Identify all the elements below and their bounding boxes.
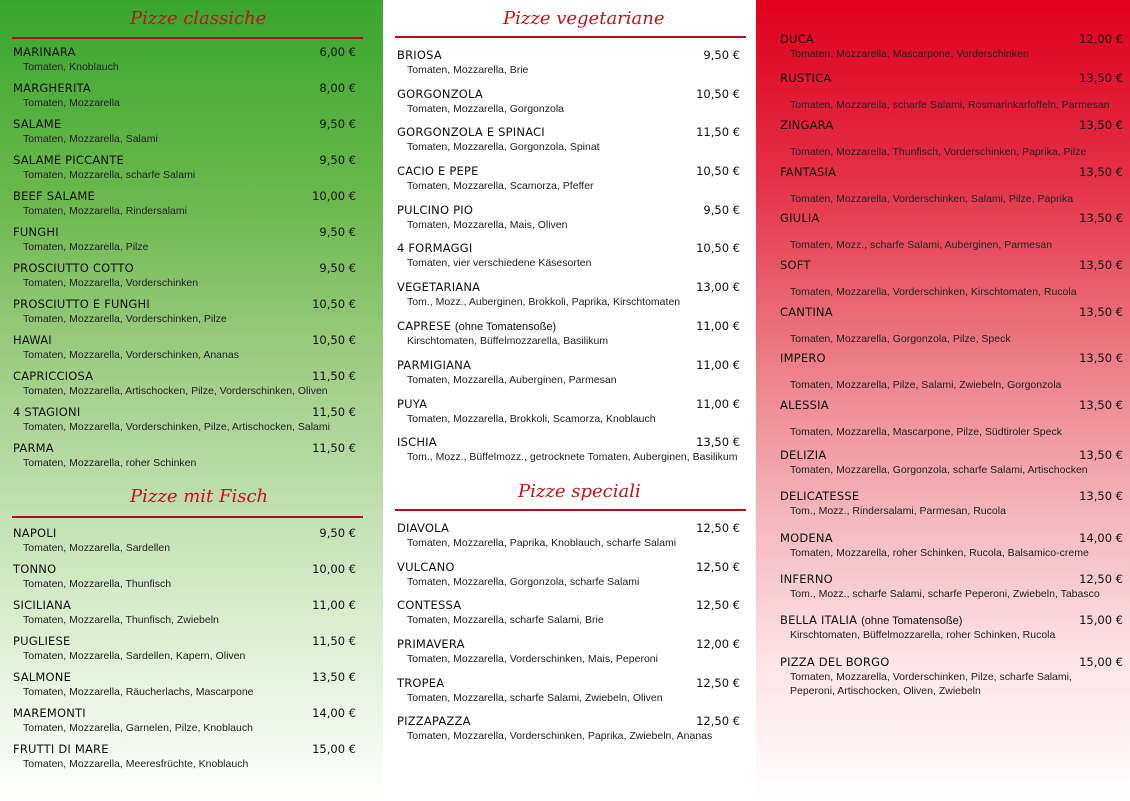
item-description: Tomaten, Knoblauch: [23, 61, 119, 73]
item-price: 13,50 €: [696, 435, 740, 449]
item-price: 10,50 €: [312, 333, 356, 347]
menu-item: [397, 676, 740, 706]
item-name: [780, 398, 829, 412]
item-description: Tomaten, Mozzarella, scharfe Salami, Zwiebeln, Oliven: [407, 692, 663, 704]
item-price: 9,50 €: [319, 153, 356, 167]
item-description: Tomaten, Mozzarella, Mais, Oliven: [407, 219, 568, 231]
item-name-text: PUGLIESE: [13, 634, 71, 648]
menu-item: [13, 153, 356, 183]
item-name: [780, 211, 820, 225]
item-price: 13,50 €: [1079, 211, 1123, 225]
item-description: Tomaten, Mozzarella, Thunfisch, Vorderschinken, Paprika, Pilze: [790, 146, 1087, 158]
item-name-text: DELICATESSE: [780, 489, 860, 503]
item-description: Tomaten, Mozzarella, scharfe Salami, Brie: [407, 614, 604, 626]
item-name-text: SALMONE: [13, 670, 72, 684]
menu-item: [780, 655, 1123, 697]
item-description: Tomaten, Mozzarella, Thunfisch: [23, 578, 172, 590]
item-description: Tom., Mozz., scharfe Salami, scharfe Peperoni, Zwiebeln, Tabasco: [790, 588, 1100, 600]
item-name: [13, 598, 71, 612]
item-name: [780, 448, 826, 462]
item-description: Tomaten, Mozzarella, Sardellen, Kapern, Oliven: [23, 650, 246, 662]
item-name: [397, 203, 473, 217]
item-name: [13, 706, 86, 720]
item-description: Tomaten, Mozzarella, Vorderschinken, Ananas: [23, 349, 239, 361]
menu-item: [780, 165, 1123, 205]
item-description: Tomaten, Mozzarella, scharfe Salami, Rosmarinkarfoffeln, Parmesan: [790, 99, 1110, 111]
item-price: 9,50 €: [319, 225, 356, 239]
item-name-text: ZINGARA: [780, 118, 834, 132]
item-description: Tomaten, Mozzarella, Vorderschinken, Pilze, Artischocken, Salami: [23, 421, 330, 433]
item-price: 11,00 €: [312, 598, 356, 612]
item-name: [397, 125, 545, 139]
item-name-text: PROSCIUTTO COTTO: [13, 261, 134, 275]
item-description: Tomaten, Mozzarella, Mascarpone, Vorderschinken: [790, 48, 1029, 60]
item-name: [397, 676, 444, 690]
item-name-text: CAPRICCIOSA: [13, 369, 94, 383]
menu-item: [13, 117, 356, 147]
item-description: Tom., Mozz., Auberginen, Brokkoli, Paprika, Kirschtomaten: [407, 296, 681, 308]
menu-item: [397, 637, 740, 667]
menu-item: [397, 598, 740, 628]
item-name: [780, 572, 833, 586]
menu-item: [13, 598, 356, 628]
menu-item: [780, 32, 1123, 62]
menu-item: [397, 560, 740, 590]
menu-item: [780, 258, 1123, 298]
menu-item: [13, 742, 356, 772]
item-description: Tom., Mozz., Büffelmozz., getrocknete Tomaten, Auberginen, Basilikum: [407, 451, 738, 463]
item-description: Tomaten, Mozzarella, Gorgonzola, Spinat: [407, 141, 600, 153]
item-description: Tomaten, Mozzarella, Pilze, Salami, Zwiebeln, Gorgonzola: [790, 379, 1062, 391]
item-name-text: DELIZIA: [780, 448, 827, 462]
menu-item: [13, 634, 356, 664]
item-price: 6,00 €: [319, 45, 356, 59]
item-name: [13, 297, 150, 311]
column-middle: [383, 0, 756, 801]
item-description: Tomaten, Mozzarella, Vorderschinken, Pilze, scharfe Salami, Peperoni, Artischocken, Oliven, Zwiebeln: [790, 671, 1072, 697]
item-description: Tomaten, Mozzarella, Vorderschinken: [23, 277, 199, 289]
item-price: 9,50 €: [319, 261, 356, 275]
item-price: 12,50 €: [696, 676, 740, 690]
item-name: [780, 32, 814, 46]
item-name-text: 4 STAGIONI: [13, 405, 81, 419]
item-description: Tomaten, Mozzarella, Paprika, Knoblauch, scharfe Salami: [407, 537, 677, 549]
item-description: Tomaten, Mozzarella, roher Schinken: [23, 457, 197, 469]
item-name-text: 4 FORMAGGI: [397, 241, 473, 255]
item-price: 9,50 €: [703, 48, 740, 62]
item-name-text: VEGETARIANA: [397, 280, 481, 294]
item-description: Tomaten, Mozzarella, Vorderschinken, Salami, Pilze, Paprika: [790, 193, 1074, 205]
item-name-text: PIZZAPAZZA: [397, 714, 471, 728]
item-name-text: ISCHIA: [397, 435, 437, 449]
menu-item: [13, 81, 356, 111]
item-name-text: BEEF SALAME: [13, 189, 95, 203]
item-name: [13, 441, 54, 455]
menu-item: [397, 358, 740, 388]
item-name-text: BRIOSA: [397, 48, 442, 62]
item-price: 13,50 €: [312, 670, 356, 684]
item-name: [13, 45, 76, 59]
item-name: [780, 613, 962, 627]
item-description: Tomaten, Mozzarella, Gorgonzola, scharfe Salami: [407, 576, 640, 588]
item-price: 15,00 €: [312, 742, 356, 756]
item-name: [13, 81, 91, 95]
item-price: 11,50 €: [312, 441, 356, 455]
item-price: 13,50 €: [1079, 71, 1123, 85]
menu-item: [397, 241, 740, 271]
item-description: Kirschtomaten, Büffelmozzarella, Basilikum: [407, 335, 609, 347]
item-name-text: RUSTICA: [780, 71, 832, 85]
item-description: Tomaten, Mozzarella, roher Schinken, Rucola, Balsamico-creme: [790, 547, 1089, 559]
item-name-text: HAWAI: [13, 333, 52, 347]
item-name-text: PRIMAVERA: [397, 637, 465, 651]
item-price: 10,50 €: [696, 164, 740, 178]
item-name: [397, 319, 556, 333]
item-description: Tomaten, Mozzarella, Gorgonzola: [407, 103, 564, 115]
item-name: [780, 165, 836, 179]
item-note: (ohne Tomatensoße): [454, 321, 557, 333]
item-description: Tomaten, Mozzarella, scharfe Salami: [23, 169, 196, 181]
item-name: [13, 742, 109, 756]
menu-item: [397, 164, 740, 194]
item-name: [780, 305, 833, 319]
menu-item: [397, 435, 740, 465]
item-name-text: MODENA: [780, 531, 833, 545]
item-name-text: PIZZA DEL BORGO: [780, 655, 890, 669]
item-price: 9,50 €: [703, 203, 740, 217]
item-price: 11,50 €: [696, 125, 740, 139]
item-name: [780, 531, 833, 545]
item-name-text: CONTESSA: [397, 598, 462, 612]
item-name-text: MARINARA: [13, 45, 76, 59]
menu-item: [780, 613, 1123, 643]
item-name: [397, 241, 472, 255]
menu-item: [13, 225, 356, 255]
item-name-text: SICILIANA: [13, 598, 72, 612]
item-price: 11,00 €: [696, 397, 740, 411]
item-description: Tomaten, Mozzarella, Artischocken, Pilze, Vorderschinken, Oliven: [23, 385, 328, 397]
menu-item: [397, 87, 740, 117]
menu-item: [780, 448, 1123, 478]
item-description: Tomaten, Mozzarella, Sardellen: [23, 542, 171, 554]
item-price: 11,00 €: [696, 358, 740, 372]
menu-item: [13, 526, 356, 556]
item-price: 15,00 €: [1079, 613, 1123, 627]
item-price: 12,00 €: [1079, 32, 1123, 46]
item-price: 11,50 €: [312, 634, 356, 648]
item-price: 10,50 €: [696, 87, 740, 101]
menu-item: [13, 333, 356, 363]
item-name-text: NAPOLI: [13, 526, 57, 540]
item-name-text: PULCINO PIO: [397, 203, 474, 217]
item-description: Tomaten, Mozzarella, Vorderschinken, Paprika, Zwiebeln, Ananas: [407, 730, 713, 742]
item-description: Tomaten, vier verschiedene Käsesorten: [407, 257, 592, 269]
item-name: [780, 71, 831, 85]
menu-item: [780, 531, 1123, 561]
item-name-text: SALAME: [13, 117, 62, 131]
item-name: [780, 258, 811, 272]
item-name: [397, 714, 471, 728]
item-price: 10,50 €: [312, 297, 356, 311]
item-price: 11,50 €: [312, 405, 356, 419]
column-left: [0, 0, 383, 801]
section-rule: [395, 509, 746, 511]
item-name-text: IMPERO: [780, 351, 826, 365]
item-description: Tomaten, Mozzarella, Scamorza, Pfeffer: [407, 180, 594, 192]
item-name-text: GORGONZOLA: [397, 87, 483, 101]
item-price: 10,00 €: [312, 189, 356, 203]
item-description: Tomaten, Mozzarella, Mascarpone, Pilze, Südtiroler Speck: [790, 426, 1062, 438]
item-description: Tomaten, Mozzarella, Räucherlachs, Mascarpone: [23, 686, 254, 698]
menu-item: [780, 71, 1123, 111]
item-price: 10,50 €: [696, 241, 740, 255]
item-name: [397, 164, 479, 178]
item-price: 15,00 €: [1079, 655, 1123, 669]
item-description: Tomaten, Mozzarella, Thunfisch, Zwiebeln: [23, 614, 219, 626]
item-description: Tomaten, Mozzarella, Brokkoli, Scamorza, Knoblauch: [407, 413, 656, 425]
menu-item: [13, 706, 356, 736]
section-title-fisch: Pizze mit Fisch: [130, 486, 269, 507]
menu-item: [780, 211, 1123, 251]
item-description: Tomaten, Mozzarella, Brie: [407, 64, 529, 76]
item-price: 9,50 €: [319, 117, 356, 131]
item-name-text: PARMIGIANA: [397, 358, 472, 372]
item-description: Tomaten, Mozz., scharfe Salami, Auberginen, Parmesan: [790, 239, 1053, 251]
item-name-text: TONNO: [13, 562, 57, 576]
item-name: [397, 637, 465, 651]
item-name: [13, 153, 124, 167]
item-name: [397, 521, 449, 535]
item-name: [780, 351, 826, 365]
item-name-text: FUNGHI: [13, 225, 59, 239]
item-price: 11,50 €: [312, 369, 356, 383]
item-name-text: INFERNO: [780, 572, 833, 586]
menu-item: [397, 397, 740, 427]
menu-item: [397, 714, 740, 744]
item-name: [13, 405, 80, 419]
item-name-text: FRUTTI DI MARE: [13, 742, 109, 756]
item-name: [13, 225, 59, 239]
menu-item: [397, 203, 740, 233]
item-name-text: MARGHERITA: [13, 81, 91, 95]
section-rule: [12, 37, 363, 39]
item-name-text: PUYA: [397, 397, 428, 411]
item-name-text: TROPEA: [397, 676, 445, 690]
menu-item: [780, 489, 1123, 519]
item-description: Tomaten, Mozzarella, Garnelen, Pilze, Knoblauch: [23, 722, 253, 734]
menu-item: [397, 319, 740, 349]
item-description: Tomaten, Mozzarella, Gorgonzola, scharfe Salami, Artischocken: [790, 464, 1088, 476]
item-name: [397, 397, 427, 411]
item-name-text: CANTINA: [780, 305, 833, 319]
item-name-text: VULCANO: [397, 560, 455, 574]
item-description: Tomaten, Mozzarella, Vorderschinken, Pilze: [23, 313, 227, 325]
menu-item: [780, 118, 1123, 158]
menu-item: [397, 125, 740, 155]
item-description: Tomaten, Mozzarella, Vorderschinken, Mais, Peperoni: [407, 653, 658, 665]
item-price: 10,00 €: [312, 562, 356, 576]
menu-item: [13, 670, 356, 700]
item-name-text: BELLA ITALIA: [780, 613, 858, 627]
menu-item: [13, 45, 356, 75]
item-description: Tomaten, Mozzarella, Pilze: [23, 241, 149, 253]
item-name-text: CACIO E PEPE: [397, 164, 479, 178]
item-name: [397, 560, 455, 574]
item-price: 13,50 €: [1079, 258, 1123, 272]
section-title-speciali: Pizze speciali: [518, 481, 641, 502]
item-name: [13, 562, 56, 576]
item-name-text: PROSCIUTTO E FUNGHI: [13, 297, 150, 311]
item-name-text: SOFT: [780, 258, 811, 272]
item-price: 8,00 €: [319, 81, 356, 95]
item-note: (ohne Tomatensoße): [861, 615, 963, 627]
item-name: [13, 333, 52, 347]
item-description: Tomaten, Mozzarella, Auberginen, Parmesan: [407, 374, 617, 386]
item-name: [780, 489, 859, 503]
item-name-text: ALESSIA: [780, 398, 829, 412]
item-name: [397, 87, 483, 101]
item-name-text: FANTASIA: [780, 165, 837, 179]
item-name: [13, 117, 61, 131]
item-price: 14,00 €: [1079, 531, 1123, 545]
menu-item: [13, 441, 356, 471]
item-name: [397, 598, 461, 612]
section-rule: [12, 516, 363, 518]
item-name-text: SALAME PICCANTE: [13, 153, 124, 167]
item-name: [13, 526, 56, 540]
item-price: 13,50 €: [1079, 305, 1123, 319]
item-description: Kirschtomaten, Büffelmozzarella, roher Schinken, Rucola: [790, 629, 1056, 641]
item-description: Tomaten, Mozzarella, Rindersalami: [23, 205, 187, 217]
item-price: 13,50 €: [1079, 118, 1123, 132]
item-price: 9,50 €: [319, 526, 356, 540]
item-name: [13, 670, 71, 684]
menu-item: [780, 351, 1123, 391]
item-name-text: CAPRESE: [397, 319, 452, 333]
item-description: Tom., Mozz., Rindersalami, Parmesan, Rucola: [790, 505, 1006, 517]
menu-item: [397, 48, 740, 78]
item-price: 13,50 €: [1079, 165, 1123, 179]
item-price: 12,50 €: [696, 598, 740, 612]
item-name: [13, 634, 71, 648]
item-name-text: MAREMONTI: [13, 706, 86, 720]
menu-item: [780, 398, 1123, 438]
item-description: Tomaten, Mozzarella, Salami: [23, 133, 158, 145]
item-price: 13,50 €: [1079, 398, 1123, 412]
item-description: Tomaten, Mozzarella, Vorderschinken, Kirschtomaten, Rucola: [790, 286, 1077, 298]
section-title-classiche: Pizze classiche: [130, 8, 267, 29]
item-price: 13,50 €: [1079, 351, 1123, 365]
item-name: [780, 118, 833, 132]
item-price: 11,00 €: [696, 319, 740, 333]
item-name: [397, 435, 437, 449]
item-price: 12,00 €: [696, 637, 740, 651]
item-name-text: DUCA: [780, 32, 814, 46]
item-name: [13, 261, 134, 275]
menu-item: [780, 305, 1123, 345]
item-name-text: GIULIA: [780, 211, 820, 225]
section-title-vegetariane: Pizze vegetariane: [503, 8, 665, 29]
column-right: [756, 0, 1130, 801]
item-name-text: DIAVOLA: [397, 521, 450, 535]
menu-item: [397, 521, 740, 551]
item-name: [397, 358, 471, 372]
menu-item: [13, 189, 356, 219]
item-description: Tomaten, Mozzarella, Gorgonzola, Pilze, Speck: [790, 333, 1011, 345]
menu-item: [13, 562, 356, 592]
menu-item: [780, 572, 1123, 602]
item-description: Tomaten, Mozzarella: [23, 97, 120, 109]
item-price: 12,50 €: [696, 714, 740, 728]
item-price: 13,00 €: [696, 280, 740, 294]
item-price: 12,50 €: [696, 560, 740, 574]
item-price: 12,50 €: [1079, 572, 1123, 586]
menu-item: [13, 405, 356, 435]
item-name-text: PARMA: [13, 441, 54, 455]
item-name: [780, 655, 889, 669]
menu-item: [13, 261, 356, 291]
menu-item: [13, 369, 356, 399]
item-description: Tomaten, Mozzarella, Meeresfrüchte, Knoblauch: [23, 758, 249, 770]
menu-item: [397, 280, 740, 310]
item-price: 12,50 €: [696, 521, 740, 535]
item-name: [13, 189, 95, 203]
item-name: [13, 369, 93, 383]
item-name: [397, 280, 480, 294]
item-price: 13,50 €: [1079, 448, 1123, 462]
item-name: [397, 48, 442, 62]
item-price: 13,50 €: [1079, 489, 1123, 503]
item-name-text: GORGONZOLA E SPINACI: [397, 125, 545, 139]
menu-item: [13, 297, 356, 327]
section-rule: [395, 36, 746, 38]
item-price: 14,00 €: [312, 706, 356, 720]
